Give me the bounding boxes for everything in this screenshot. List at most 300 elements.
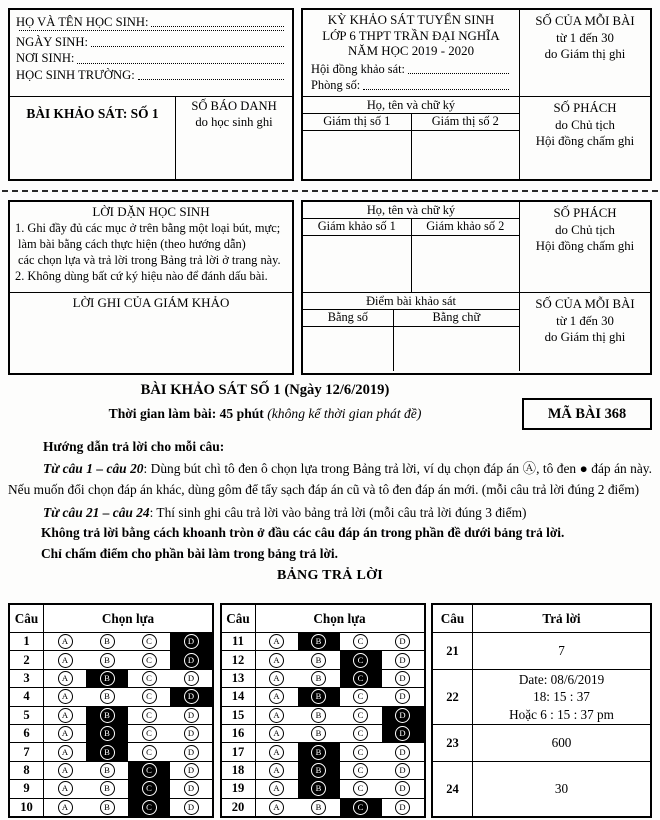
dotted-line <box>138 79 284 80</box>
answer-bubble-c-filled <box>128 762 170 779</box>
guide-title: Hướng dẫn trả lời cho mỗi câu: <box>43 439 225 454</box>
bubble-letter: C <box>142 671 157 686</box>
bubble-letter: D <box>395 634 410 649</box>
question-number: 2 <box>10 651 44 668</box>
signature-blank-area <box>303 131 519 179</box>
choices-col-header: Chọn lựa <box>313 610 366 626</box>
answer-row <box>10 779 212 797</box>
bubble-letter: C <box>142 634 157 649</box>
exam-title <box>303 10 519 60</box>
proctor-name-row <box>303 114 519 131</box>
question-number: 20 <box>222 799 256 816</box>
bubble-letter: A <box>269 671 284 686</box>
answer-bubble-a <box>44 633 86 650</box>
bubble-letter: A <box>58 781 73 796</box>
answer-row <box>222 779 424 797</box>
answer-bubble-b-filled <box>298 633 340 650</box>
answer-text: 18: 15 : 37 <box>533 689 590 705</box>
paper-number-cell <box>520 293 650 371</box>
bubble-letter: C <box>353 708 368 723</box>
answer-bubble-c-filled <box>340 670 382 687</box>
question-col-header: Câu <box>10 605 44 632</box>
exam-title-row <box>303 10 650 97</box>
answer-bubble-c-filled <box>128 780 170 797</box>
answer-bubble-a <box>44 670 86 687</box>
written-answer-row <box>433 761 650 816</box>
answer-bubble-a <box>256 651 298 668</box>
answer-bubble-c <box>340 780 382 797</box>
bubble-letter: C <box>353 671 368 686</box>
answer-group-1-10 <box>8 603 214 818</box>
question-col-header: Câu <box>433 605 473 632</box>
dotted-line <box>363 89 509 90</box>
bubble-letter: D <box>395 689 410 704</box>
student-info-box <box>8 8 294 181</box>
grader-box <box>301 200 652 375</box>
answer-bubble-d <box>382 762 424 779</box>
bubble-letter: C <box>353 763 368 778</box>
answer-bubble-b-filled <box>298 743 340 760</box>
student-notice-box <box>8 200 294 375</box>
answer-text: 600 <box>551 735 572 751</box>
bubble-letter: A <box>58 653 73 668</box>
answer-row <box>222 761 424 779</box>
dotted-line <box>151 26 284 27</box>
written-answer-row <box>433 669 650 724</box>
instruction-paragraph-1 <box>8 459 652 501</box>
answer-bubble-c <box>340 688 382 705</box>
bubble-letter: D <box>184 708 199 723</box>
bubble-letter: A <box>58 745 73 760</box>
tear-off-dashed-line <box>2 190 658 192</box>
answer-text: Date: 08/6/2019 <box>518 671 605 687</box>
written-col-header: Trả lời <box>542 610 581 626</box>
dotted-line <box>408 73 509 74</box>
group2-rows <box>222 633 424 816</box>
answer-bubble-b <box>298 725 340 742</box>
page-title: BÀI KHẢO SÁT SỐ 1 (Ngày 12/6/2019) <box>140 382 390 398</box>
council-line <box>311 61 511 77</box>
exam-title-cell <box>303 10 520 96</box>
question-number: 9 <box>10 780 44 797</box>
proctor1-label: Giám thị số 1 <box>303 114 412 130</box>
answer-bubble-c <box>340 762 382 779</box>
bubble-letter: A <box>269 634 284 649</box>
group3-rows <box>433 633 650 816</box>
answer-bubble-b-filled <box>86 670 128 687</box>
question-number: 24 <box>433 762 473 816</box>
answer-table-title: BẢNG TRẢ LỜI <box>276 567 384 583</box>
bubble-letter: A <box>269 800 284 815</box>
code-line3: do Giám thị ghi <box>544 47 626 61</box>
question-number: 19 <box>222 780 256 797</box>
answer-bubble-d <box>382 633 424 650</box>
proctor-signature-row <box>303 97 650 179</box>
bubble-letter: C <box>353 634 368 649</box>
answer-bubble-a <box>44 651 86 668</box>
bubble-letter: D <box>395 800 410 815</box>
bubble-letter: B <box>100 800 115 815</box>
bubble-letter: A <box>58 689 73 704</box>
answer-row <box>222 742 424 760</box>
question-number: 16 <box>222 725 256 742</box>
bubble-letter: C <box>353 800 368 815</box>
exam-title-line3: NĂM HỌC 2019 - 2020 <box>347 44 475 59</box>
answer-bubble-b <box>298 707 340 724</box>
phach-line2: do Chủ tịch <box>555 222 615 237</box>
examiner-note-title: LỜI GHI CỦA GIÁM KHẢO <box>72 295 230 310</box>
question-number: 12 <box>222 651 256 668</box>
phach-line3: Hội đồng chấm ghi <box>535 239 635 253</box>
sbd-note: do học sinh ghi <box>195 114 273 129</box>
score-cell-1 <box>303 327 394 371</box>
written-answer-row <box>433 633 650 669</box>
code-line2: từ 1 đến 30 <box>556 313 614 328</box>
bubble-letter: D <box>184 781 199 796</box>
score-table <box>303 293 520 371</box>
answer-bubble-c <box>340 707 382 724</box>
group1-header <box>10 605 212 633</box>
dotted-line <box>77 63 284 64</box>
answer-group-21-24 <box>431 603 652 818</box>
answer-bubble-d <box>170 762 212 779</box>
bubble-letter: C <box>353 745 368 760</box>
answer-bubble-b <box>86 799 128 816</box>
student-fields <box>10 10 292 97</box>
exam-title-line1: KỲ KHẢO SÁT TUYỂN SINH <box>327 13 495 27</box>
bubble-letter: B <box>311 726 326 741</box>
bubble-letter: D <box>395 745 410 760</box>
question-number: 5 <box>10 707 44 724</box>
notice-line-3: các chọn lựa và trả lời trong Bảng trả lời ở trang này. <box>18 253 281 267</box>
bubble-letter: B <box>311 781 326 796</box>
written-answer <box>473 725 650 761</box>
bubble-letter: D <box>395 708 410 723</box>
answer-bubble-b <box>86 633 128 650</box>
written-answer <box>473 762 650 816</box>
bubble-letter: C <box>142 653 157 668</box>
answer-bubble-d-filled <box>170 651 212 668</box>
bubble-letter: C <box>142 781 157 796</box>
answer-row <box>10 669 212 687</box>
score-blank-area <box>303 327 519 371</box>
answer-bubble-b-filled <box>298 780 340 797</box>
examiner-note-cell <box>10 293 292 311</box>
time-limit-bold: Thời gian làm bài: 45 phút <box>108 406 264 421</box>
answer-bubble-d <box>382 688 424 705</box>
answer-bubble-c <box>340 725 382 742</box>
answer-bubble-c <box>128 688 170 705</box>
answer-row <box>10 742 212 760</box>
council-label: Hội đồng khảo sát: <box>311 61 405 76</box>
grader-name-row <box>303 219 519 236</box>
proctor-signature-table <box>303 97 520 179</box>
answer-row <box>10 687 212 705</box>
bubble-letter: A <box>269 708 284 723</box>
bubble-letter: D <box>184 689 199 704</box>
grader1-label: Giám khảo số 1 <box>303 219 412 235</box>
school-label: HỌC SINH TRƯỜNG: <box>16 67 135 82</box>
code-line2: từ 1 đến 30 <box>556 30 614 45</box>
answer-bubble-a <box>44 707 86 724</box>
school-line <box>16 67 286 83</box>
answer-bubble-d-filled <box>382 707 424 724</box>
answer-bubble-d <box>382 743 424 760</box>
bubble-letter: B <box>311 634 326 649</box>
p1-text: : Dùng bút chì tô đen ô chọn lựa trong Bảng trả lời, ví dụ chọn đáp án Ⓐ, tô đen ● đáp án này. Nếu muốn đổi chọn đáp án khác, dùng gôm để tẩy sạch đáp án cũ và tô đen đáp án mới. (mỗi câu trả lời đúng 2 điểm) <box>8 461 652 497</box>
written-answer-row <box>433 724 650 761</box>
answer-row <box>10 706 212 724</box>
bubble-letter: D <box>395 671 410 686</box>
answer-bubble-b-filled <box>86 707 128 724</box>
pob-line <box>16 50 286 66</box>
choices-col-header: Chọn lựa <box>101 610 155 626</box>
question-number: 1 <box>10 633 44 650</box>
bubble-letter: B <box>311 653 326 668</box>
question-number: 3 <box>10 670 44 687</box>
bubble-letter: D <box>184 763 199 778</box>
student-name-label: HỌ VÀ TÊN HỌC SINH: <box>16 15 149 29</box>
bubble-letter: C <box>142 708 157 723</box>
phach-number-cell <box>520 97 650 179</box>
bubble-letter: C <box>142 689 157 704</box>
bubble-letter: A <box>269 745 284 760</box>
question-number: 22 <box>433 670 473 724</box>
code-line1: SỐ CỦA MỖI BÀI <box>535 14 635 28</box>
answer-bubble-a <box>44 780 86 797</box>
answer-bubble-a <box>44 762 86 779</box>
answer-bubble-c-filled <box>128 799 170 816</box>
answer-bubble-d <box>170 707 212 724</box>
score-cell-2 <box>394 327 519 371</box>
bubble-letter: C <box>353 726 368 741</box>
signature-header: Họ, tên và chữ ký <box>303 97 519 114</box>
answer-bubble-d <box>170 725 212 742</box>
group3-header <box>433 605 650 633</box>
answer-bubble-b <box>86 762 128 779</box>
council-lines <box>303 60 519 93</box>
room-line <box>311 77 511 93</box>
answer-bubble-d <box>170 743 212 760</box>
score-numeric-label: Bằng số <box>303 310 394 326</box>
warning-line-1: Không trả lời bằng cách khoanh tròn ở đầu các câu đáp án trong phần đề dưới bảng trả lời. <box>41 525 565 541</box>
room-label: Phòng số: <box>311 77 361 92</box>
group1-rows <box>10 633 212 816</box>
answer-bubble-b <box>86 651 128 668</box>
answer-bubble-b-filled <box>298 688 340 705</box>
bubble-letter: C <box>142 745 157 760</box>
answer-text: Hoặc 6 : 15 : 37 pm <box>509 706 614 722</box>
question-col-header: Câu <box>222 605 256 632</box>
student-name-line <box>16 14 286 30</box>
bubble-letter: B <box>311 763 326 778</box>
notice-line-1: 1. Ghi đầy đủ các mục ở trên bằng một loại bút, mực; <box>15 221 281 235</box>
answer-bubble-a <box>256 762 298 779</box>
signature-cell-1 <box>303 236 412 292</box>
bubble-letter: B <box>311 671 326 686</box>
answer-bubble-b <box>86 688 128 705</box>
phach-number-cell <box>520 202 650 292</box>
bubble-letter: C <box>353 781 368 796</box>
answer-row <box>222 687 424 705</box>
bubble-letter: B <box>100 671 115 686</box>
written-answer <box>473 633 650 669</box>
answer-row <box>10 633 212 650</box>
answer-bubble-c <box>128 725 170 742</box>
bubble-letter: C <box>353 689 368 704</box>
bubble-letter: C <box>353 653 368 668</box>
pob-label: NƠI SINH: <box>16 51 75 66</box>
p2-text: : Thí sinh ghi câu trả lời vào bảng trả lời (mỗi câu trả lời đúng 3 điểm) <box>149 504 527 520</box>
bubble-letter: D <box>184 726 199 741</box>
bubble-letter: B <box>100 653 115 668</box>
answer-bubble-a <box>256 780 298 797</box>
exam-title-line2: LỚP 6 THPT TRẦN ĐẠI NGHĨA <box>322 28 500 43</box>
answer-instructions <box>8 437 652 584</box>
notice-line-4: 2. Không dùng bất cứ ký hiệu nào để đánh dấu bài. <box>15 269 268 283</box>
bubble-letter: A <box>269 781 284 796</box>
answer-text: 30 <box>554 781 569 797</box>
bubble-letter: B <box>100 708 115 723</box>
answer-bubble-c <box>128 651 170 668</box>
bubble-letter: B <box>311 745 326 760</box>
p2-lead: Từ câu 21 – câu 24 <box>43 504 150 520</box>
bubble-letter: C <box>142 763 157 778</box>
score-words-label: Bằng chữ <box>432 310 481 324</box>
bubble-letter: A <box>58 800 73 815</box>
answer-bubble-d <box>382 780 424 797</box>
bubble-letter: B <box>100 763 115 778</box>
answer-table <box>8 603 652 818</box>
answer-group-11-20 <box>220 603 426 818</box>
score-row <box>303 293 650 371</box>
answer-bubble-c <box>128 670 170 687</box>
bubble-letter: A <box>58 634 73 649</box>
answer-bubble-b <box>298 651 340 668</box>
question-number: 14 <box>222 688 256 705</box>
phach-line1: SỐ PHÁCH <box>553 206 617 220</box>
answer-bubble-b <box>86 780 128 797</box>
grader-signature-table <box>303 202 520 292</box>
question-number: 8 <box>10 762 44 779</box>
question-number: 13 <box>222 670 256 687</box>
answer-row <box>10 650 212 668</box>
answer-bubble-a <box>256 743 298 760</box>
bubble-letter: A <box>58 726 73 741</box>
bubble-letter: C <box>142 800 157 815</box>
dotted-line <box>91 46 284 47</box>
answer-bubble-d <box>170 799 212 816</box>
code-line1: SỐ CỦA MỖI BÀI <box>535 297 635 311</box>
answer-bubble-d-filled <box>170 688 212 705</box>
dotted-line <box>19 30 284 31</box>
bubble-letter: A <box>58 671 73 686</box>
bubble-letter: B <box>100 689 115 704</box>
question-number: 11 <box>222 633 256 650</box>
answer-bubble-c <box>128 743 170 760</box>
bubble-letter: B <box>311 708 326 723</box>
question-number: 17 <box>222 743 256 760</box>
answer-row <box>222 633 424 650</box>
answer-bubble-c <box>128 707 170 724</box>
answer-bubble-d <box>382 799 424 816</box>
bubble-letter: A <box>269 763 284 778</box>
bubble-letter: B <box>311 689 326 704</box>
answer-bubble-d-filled <box>382 725 424 742</box>
answer-bubble-b-filled <box>86 725 128 742</box>
bubble-letter: D <box>395 726 410 741</box>
answer-text: 7 <box>558 643 565 659</box>
answer-bubble-b-filled <box>86 743 128 760</box>
signature-cell-2 <box>412 236 520 292</box>
answer-bubble-a <box>256 725 298 742</box>
question-number: 18 <box>222 762 256 779</box>
answer-bubble-d-filled <box>170 633 212 650</box>
answer-bubble-a <box>44 743 86 760</box>
bubble-letter: A <box>269 726 284 741</box>
group2-header <box>222 605 424 633</box>
answer-bubble-d <box>382 670 424 687</box>
answer-bubble-a <box>44 725 86 742</box>
bubble-letter: B <box>311 800 326 815</box>
bubble-letter: D <box>184 745 199 760</box>
answer-bubble-b <box>298 799 340 816</box>
exam-headline <box>8 382 652 430</box>
question-number: 23 <box>433 725 473 761</box>
notice-line-2: làm bài bằng cách thực hiện (theo hướng dẫn) <box>18 237 246 251</box>
exam-header-box <box>301 8 652 181</box>
answer-row <box>222 798 424 816</box>
grader-signature-row <box>303 202 650 293</box>
sbd-title: SỐ BÁO DANH <box>191 99 277 113</box>
bubble-letter: D <box>184 671 199 686</box>
answer-bubble-d <box>170 670 212 687</box>
p1-lead: Từ câu 1 – câu 20 <box>43 461 144 476</box>
question-number: 10 <box>10 799 44 816</box>
phach-line1: SỐ PHÁCH <box>553 101 617 115</box>
notice-title: LỜI DẶN HỌC SINH <box>92 204 210 219</box>
question-number: 6 <box>10 725 44 742</box>
instruction-paragraph-2 <box>8 503 652 524</box>
answer-row <box>10 798 212 816</box>
dob-line <box>16 34 286 50</box>
paper-number-cell <box>520 10 650 96</box>
answer-row <box>10 724 212 742</box>
bubble-letter: A <box>269 653 284 668</box>
signature-cell-2 <box>412 131 520 179</box>
answer-row <box>222 669 424 687</box>
answer-bubble-a <box>256 633 298 650</box>
answer-bubble-d <box>170 780 212 797</box>
answer-row <box>222 724 424 742</box>
answer-bubble-c <box>128 633 170 650</box>
exam-code-box: MÃ BÀI 368 <box>522 398 652 430</box>
score-header: Điểm bài khảo sát <box>303 293 519 310</box>
question-number: 21 <box>433 633 473 669</box>
phach-line2: do Chủ tịch <box>555 117 615 132</box>
time-limit-line <box>8 406 522 422</box>
answer-bubble-c <box>340 743 382 760</box>
bubble-letter: B <box>100 726 115 741</box>
candidate-number-cell <box>176 97 292 179</box>
answer-bubble-d <box>382 651 424 668</box>
signature-cell-1 <box>303 131 412 179</box>
answer-bubble-a <box>256 707 298 724</box>
signature-blank-area <box>303 236 519 292</box>
bubble-letter: D <box>184 653 199 668</box>
exam-label: BÀI KHẢO SÁT: SỐ 1 <box>10 97 176 179</box>
question-number: 15 <box>222 707 256 724</box>
